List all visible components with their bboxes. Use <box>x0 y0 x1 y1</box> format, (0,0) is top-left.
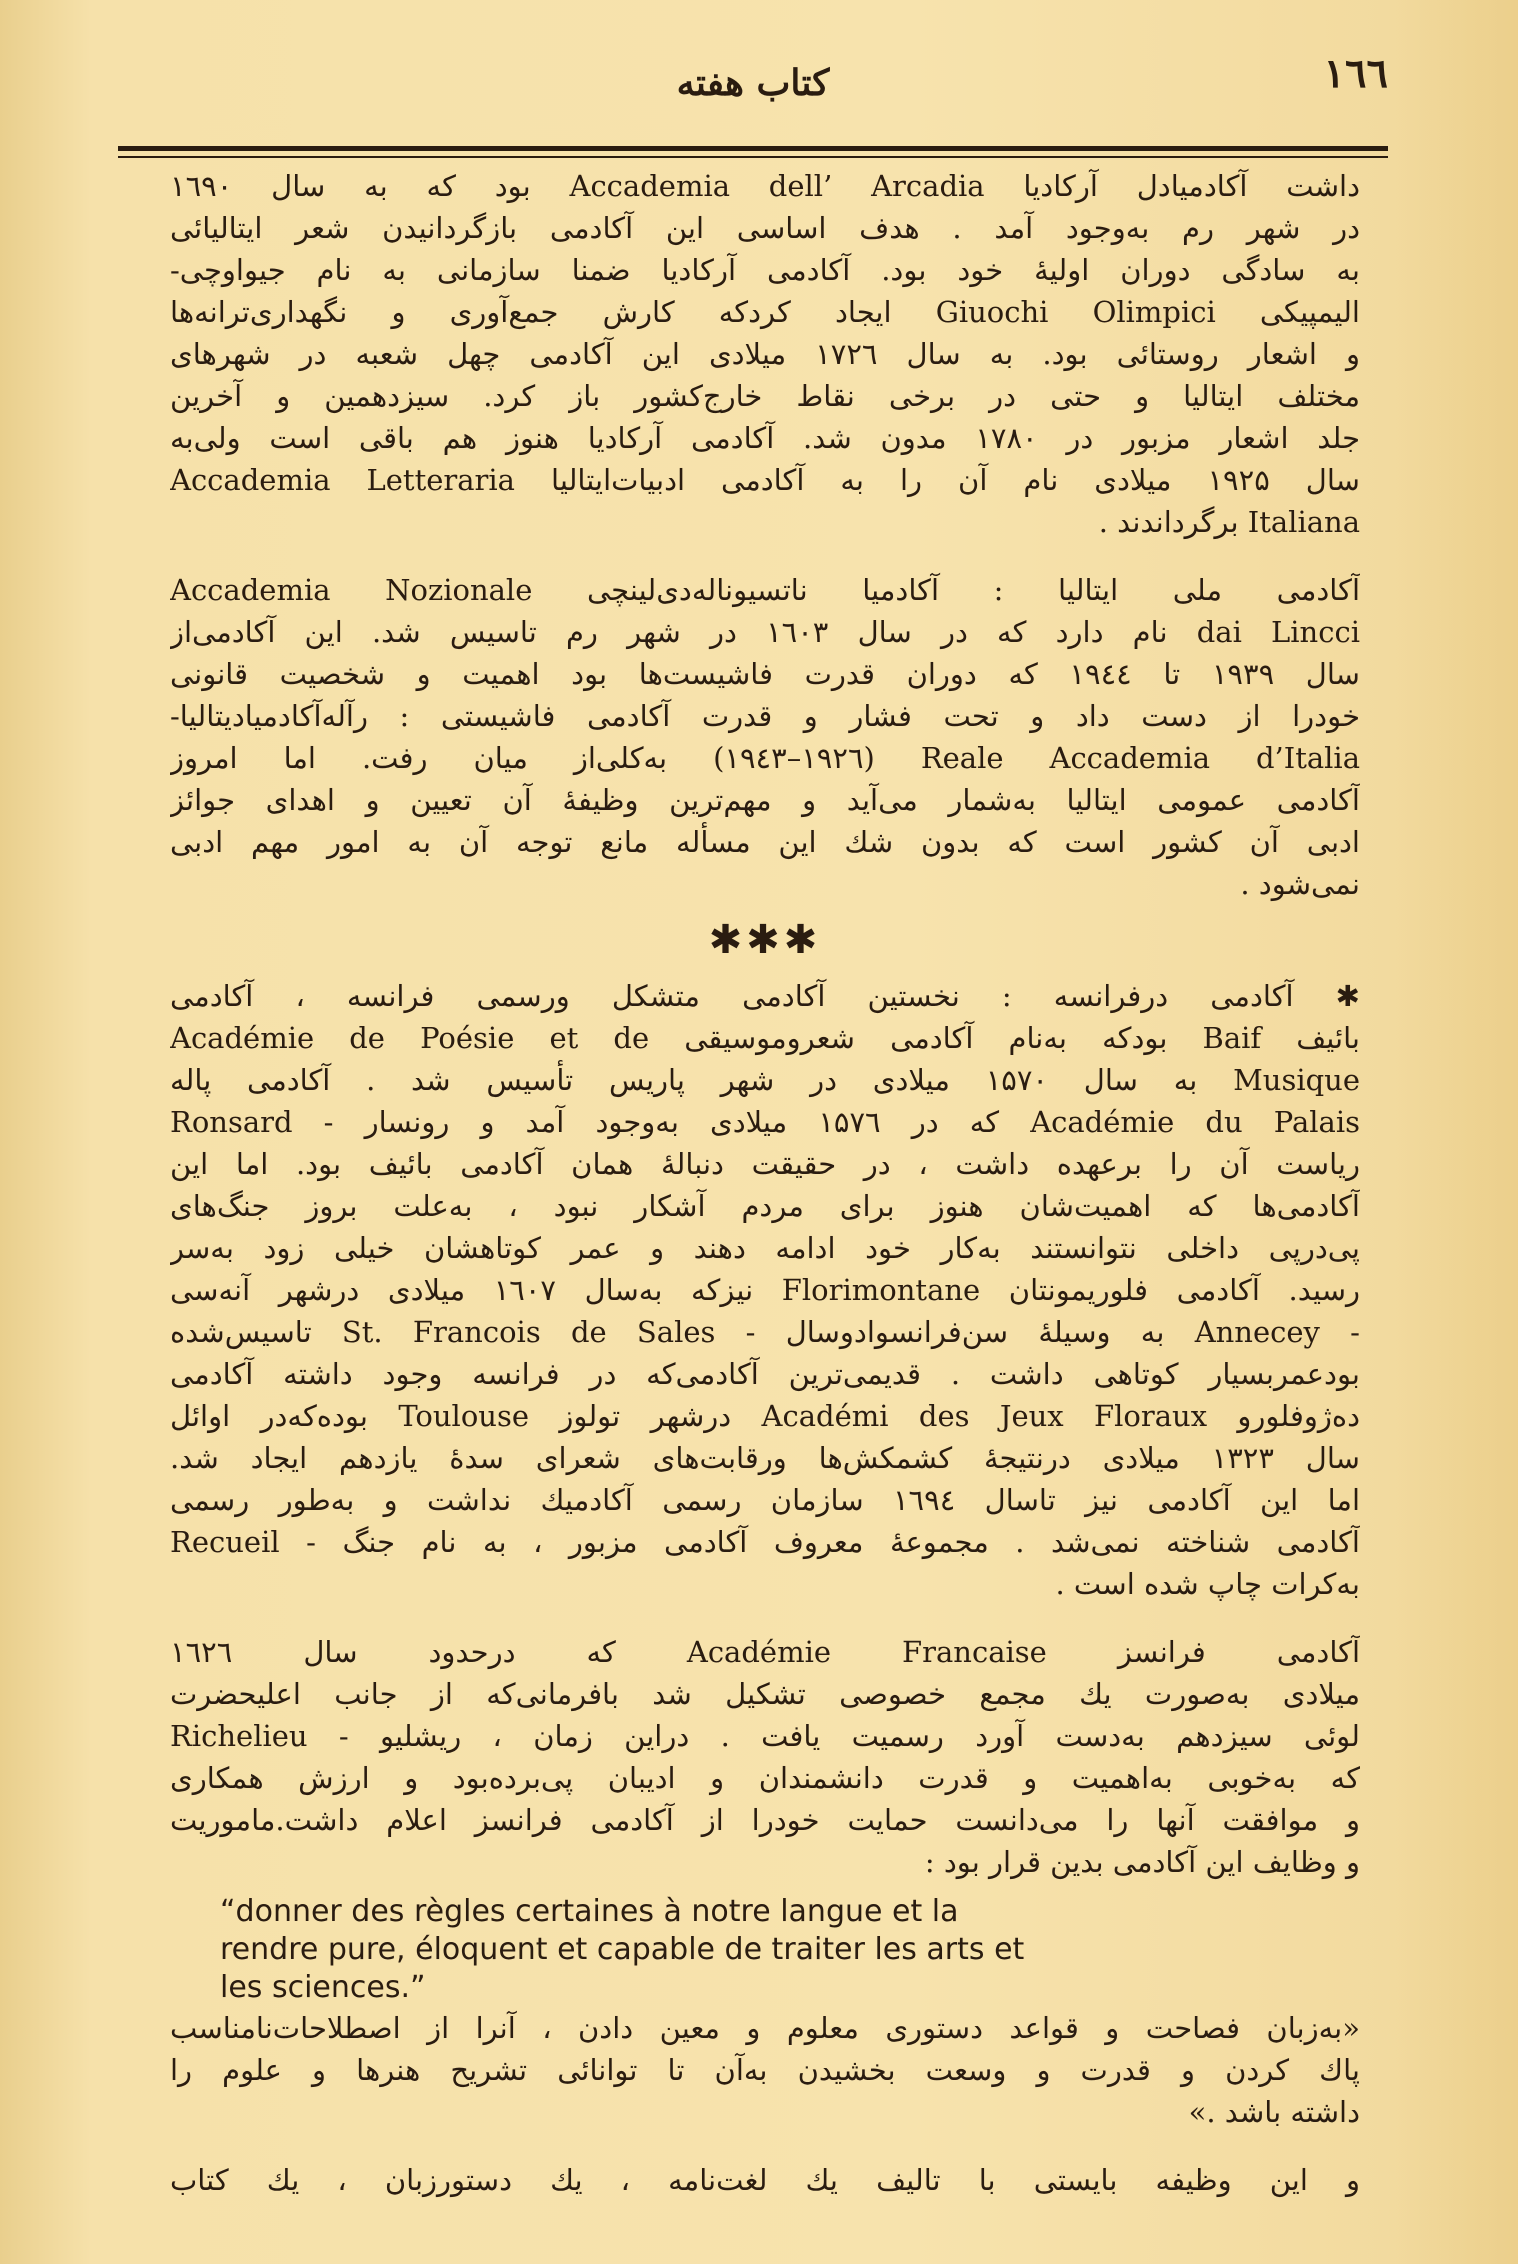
page-number: ۱٦٦ <box>1323 50 1388 97</box>
text-line: ادبی آن کشور است که بدون شك این مسأله مانع توجه آن به امور مهم ادبی <box>170 825 1360 859</box>
text-line: الیمپیکی Giuochi Olimpici ایجاد کردکه کارش جمع‌آوری و نگهداری‌ترانه‌ها <box>170 295 1360 329</box>
running-title: کتاب هفته <box>676 62 830 104</box>
text-line: رسید. آکادمی فلوریمونتان Florimontane نیزکه به‌سال ۱٦۰۷ میلادی درشهر آنه‌سی <box>170 1273 1360 1307</box>
text-line: و این وظیفه بایستی با تالیف یك لغت‌نامه ، یك دستورزبان ، یك کتاب <box>170 2163 1360 2197</box>
text-line: سال ۱۹۲۵ میلادی نام آن را به آکادمی ادبیات‌ایتالیا Accademia Letteraria <box>170 463 1360 497</box>
text-line: و اشعار روستائی بود. به سال ۱۷۲٦ میلادی این آکادمی چهل شعبه در شهرهای <box>170 337 1360 371</box>
text-line: ریاست آن را برعهده داشت ، در حقیقت دنبالهٔ همان آکادمی بائیف بود. اما این <box>170 1147 1360 1181</box>
paragraph-gap <box>170 543 1360 569</box>
text-line: اما این آکادمی نیز تاسال ۱٦۹٤ سازمان رسمی آکادمیك نداشت و به‌طور رسمی <box>170 1483 1360 1517</box>
text-line: میلادی به‌صورت یك مجمع خصوصی تشکیل شد بافرمانی‌که از جانب اعلیحضرت <box>170 1677 1360 1711</box>
paragraph-arcadia <box>170 165 1360 543</box>
text-line: و وظایف این آکادمی بدین قرار بود : <box>924 1845 1360 1879</box>
quote-line: “donner des règles certaines à notre langue et la <box>220 1894 959 1929</box>
header-rule-thick <box>118 146 1388 151</box>
paragraph-gap <box>170 2133 1360 2159</box>
text-line: مختلف ایتالیا و حتی در برخی نقاط خارج‌کشور باز کرد. سیزدهمین و آخرین <box>170 379 1360 413</box>
text-line: داشت آکادمیادل آرکادیا Accademia dell’ Arcadia بود که به سال ۱٦۹۰ <box>170 169 1360 203</box>
text-line: لوئی سیزدهم به‌دست آورد رسمیت یافت . دراین زمان ، ریشلیو - Richelieu <box>170 1719 1360 1753</box>
text-line: پاك کردن و قدرت و وسعت بخشیدن به‌آن تا توانائی تشریح هنرها و علوم را <box>170 2053 1360 2087</box>
quote-line: les sciences.” <box>220 1970 426 2005</box>
text-line: سال ۱۹۳۹ تا ۱۹٤٤ که دوران قدرت فاشیست‌ها بود اهمیت و شخصیت قانونی <box>170 657 1360 691</box>
text-line: در شهر رم به‌وجود آمد . هدف اساسی این آکادمی بازگردانیدن شعر ایتالیائی <box>170 211 1360 245</box>
text-line: داشته باشد .» <box>1188 2095 1360 2129</box>
text-line: آکادمی عمومی ایتالیا به‌شمار می‌آید و مهم‌ترین وظیفهٔ آن تعیین و اهدای جوائز <box>170 783 1360 817</box>
text-line: خودرا از دست داد و تحت فشار و قدرت آکادمی فاشیستی : رآله‌آکادمیادیتالیا- <box>170 699 1360 733</box>
text-line: آکادمی ملی ایتالیا : آکادمیا ناتسیوناله‌دی‌لینچی Accademia Nozionale <box>170 573 1360 607</box>
text-line: - Annecey به وسیلهٔ سن‌فرانسوادوسال - St. Francois de Sales تاسیس‌شده <box>170 1315 1360 1349</box>
text-line: جلد اشعار مزبور در ۱۷۸۰ مدون شد. آکادمی آرکادیا هنوز هم باقی است ولی‌به <box>170 421 1360 455</box>
header-rule-thin <box>118 156 1388 158</box>
quote-line: rendre pure, éloquent et capable de traiter les arts et <box>220 1932 1025 1967</box>
text-line: ده‌ژوفلورو Académi des Jeux Floraux درشهر تولوز Toulouse بوده‌که‌در اوائل <box>170 1399 1360 1433</box>
section-divider-stars: ✱✱✱ <box>708 917 822 963</box>
text-line: Italiana برگرداندند . <box>1098 505 1360 539</box>
text-line: آکادمی فرانسز Académie Francaise که درحدود سال ۱٦۲٦ <box>170 1635 1360 1669</box>
paragraph-lincei <box>170 569 1360 905</box>
paragraph-academie-francaise <box>170 1631 1360 1883</box>
text-line: سال ۱۳۲۳ میلادی درنتیجهٔ کشمکش‌ها ورقابت‌های شعرای سدهٔ یازدهم ایجاد شد. <box>170 1441 1360 1475</box>
persian-quotation <box>170 2007 1360 2133</box>
page-header <box>118 42 1388 152</box>
text-line: و موافقت آنها را می‌دانست حمایت خودرا از آکادمی فرانسز اعلام داشت.ماموریت <box>170 1803 1360 1837</box>
text-line: بائیف Baif بودکه به‌نام آکادمی شعروموسیقی Académie de Poésie et de <box>170 1021 1360 1055</box>
paragraph-gap <box>170 1605 1360 1631</box>
text-line: به سادگی دوران اولیهٔ خود بود. آکادمی آرکادیا ضمنا سازمانی به نام جیواوچی- <box>170 253 1360 287</box>
text-line: نمی‌شود . <box>1240 867 1360 901</box>
text-line: که به‌خوبی به‌اهمیت و قدرت دانشمندان و ادیبان پی‌برده‌بود و ارزش همکاری <box>170 1761 1360 1795</box>
text-line: Reale Accademia d’Italia (۱۹۲٦–۱۹٤۳) به‌کلی‌از میان رفت. اما امروز <box>170 741 1360 775</box>
paragraph-france <box>170 975 1360 1605</box>
text-line: ✱ آکادمی درفرانسه : نخستین آکادمی متشکل ورسمی فرانسه ، آکادمی <box>170 979 1360 1013</box>
text-line: بودعمربسیار کوتاهی داشت . قدیمی‌ترین آکادمی‌که در فرانسه وجود داشته آکادمی <box>170 1357 1360 1391</box>
text-line: Académie du Palais که در ۱۵۷٦ میلادی به‌وجود آمد و رونسار - Ronsard <box>170 1105 1360 1139</box>
french-quotation <box>170 1893 1360 2007</box>
paragraph-closing <box>170 2159 1360 2201</box>
text-line: آکادمی شناخته نمی‌شد . مجموعهٔ معروف آکادمی مزبور ، به نام جنگ - Recueil <box>170 1525 1360 1559</box>
text-line: dai Lincci نام دارد که در سال ۱٦۰۳ در شهر رم تاسیس شد. این آکادمی‌از <box>170 615 1360 649</box>
text-line: به‌کرات چاپ شده است . <box>1055 1567 1360 1601</box>
text-line: پی‌درپی داخلی نتوانستند به‌کار خود ادامه دهند و عمر کوتاهشان خیلی زود به‌سر <box>170 1231 1360 1265</box>
text-line: آکادمی‌ها که اهمیت‌شان هنوز برای مردم آشکار نبود ، به‌علت بروز جنگ‌های <box>170 1189 1360 1223</box>
paper-edge-shade <box>1388 0 1518 2264</box>
page-body <box>170 165 1360 2201</box>
text-line: Musique به سال ۱۵۷۰ میلادی در شهر پاریس تأسیس شد . آکادمی پاله <box>170 1063 1360 1097</box>
text-line: «به‌زبان فصاحت و قواعد دستوری معلوم و معین دادن ، آنرا از اصطلاحات‌نامناسب <box>170 2011 1360 2045</box>
